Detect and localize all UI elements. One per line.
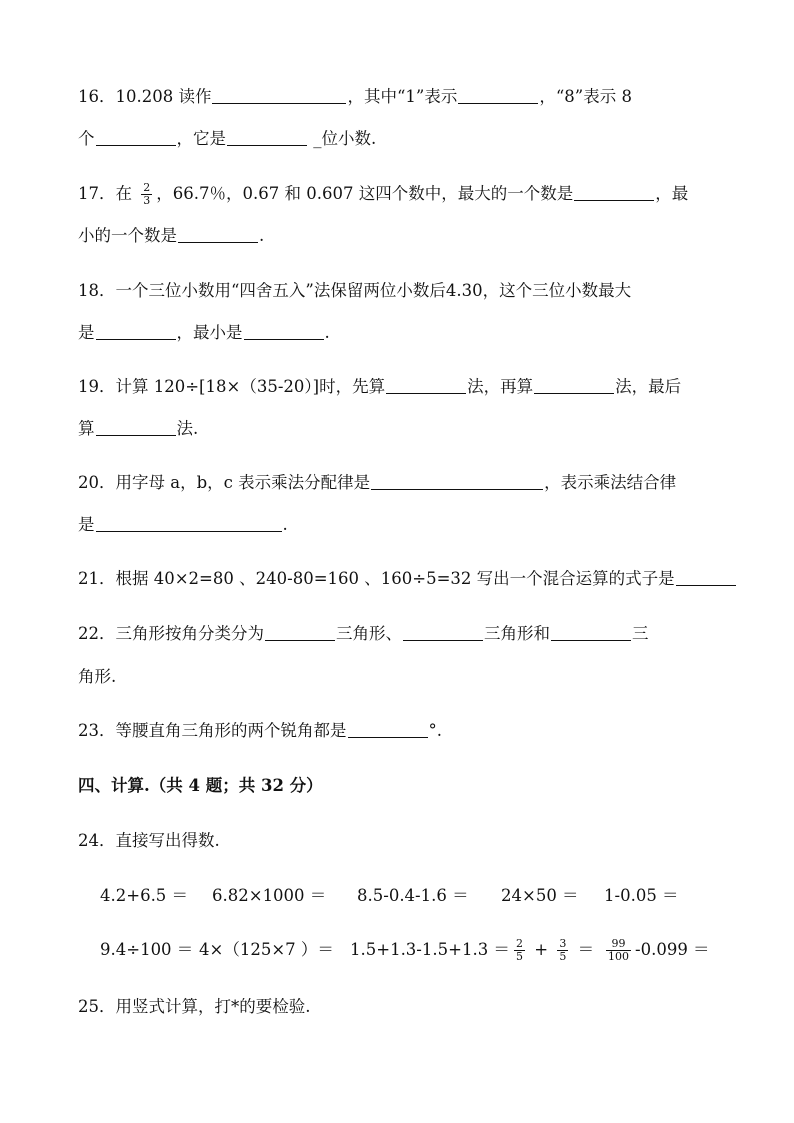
calc-2: 6.82×1000 ＝: [212, 886, 327, 905]
q18-line1: [78, 280, 631, 302]
q16-text-a: 16．10.208 读作: [78, 87, 212, 106]
calc-9-frac-a: [514, 938, 525, 963]
frac-a-den: 5: [516, 950, 523, 963]
q16-text-f: _位小数.: [308, 129, 377, 148]
q23-text-b: °.: [428, 721, 442, 740]
calc-9-frac-b: [557, 938, 568, 963]
q17-blank-min[interactable]: [178, 226, 258, 243]
q20-blank-associative[interactable]: [96, 515, 282, 532]
q16-text-d: 个: [78, 129, 95, 148]
q22-line2: [78, 666, 116, 688]
q17-text-d: 小的一个数是: [78, 226, 177, 245]
q16-blank-read[interactable]: [212, 87, 346, 104]
q19-text-e: 法.: [176, 419, 199, 438]
q20-line1: [78, 472, 676, 494]
q19-blank-first[interactable]: [386, 377, 466, 394]
q22-line1: [78, 623, 649, 645]
q17-text-b: ，66.7％，0.67 和 0.607 这四个数中，最大的一个数是: [156, 184, 574, 203]
q22-text-a: 22．三角形按角分类分为: [78, 624, 264, 643]
q17-line2: [78, 225, 264, 247]
q17-fraction: [141, 182, 152, 207]
q17-line1: [78, 182, 688, 207]
q22-blank-2[interactable]: [403, 624, 483, 641]
frac-c-num: 99: [611, 937, 626, 950]
q24-title: 24．直接写出得数.: [78, 831, 220, 850]
q20-text-c: 是: [78, 515, 95, 534]
q19-text-b: 法，再算: [467, 377, 534, 396]
q21-line: [78, 568, 737, 590]
q24-title-line: [78, 830, 220, 852]
section4-heading: [78, 775, 323, 797]
calc-10: [602, 932, 710, 968]
q19-text-d: 算: [78, 419, 95, 438]
q21-blank[interactable]: [676, 569, 736, 586]
q18-line2: [78, 322, 330, 344]
q19-line1: [78, 376, 681, 398]
q16-blank-digits[interactable]: [227, 129, 307, 146]
calc-5: 1-0.05 ＝: [604, 886, 679, 905]
q23-blank[interactable]: [348, 721, 428, 738]
q20-blank-distributive[interactable]: [371, 473, 543, 490]
q19-blank-second[interactable]: [534, 377, 614, 394]
calc-4: 24×50 ＝: [501, 886, 579, 905]
q20-text-d: .: [282, 515, 288, 534]
q18-text-a: 18．一个三位小数用“四舍五入”法保留两位小数后4.30，这个三位小数最大: [78, 281, 632, 300]
q20-line2: [78, 514, 288, 536]
q19-text-a: 19．计算 120÷[18×（35-20）]时，先算: [78, 377, 386, 396]
q16-line1: [78, 86, 632, 108]
q18-blank-max[interactable]: [96, 323, 176, 340]
q16-line2: [78, 128, 376, 150]
q17-blank-max[interactable]: [574, 184, 654, 201]
frac-a-num: 2: [516, 937, 523, 950]
q17-text-e: .: [259, 226, 265, 245]
frac-b-num: 3: [559, 937, 567, 950]
section4-title: 四、计算.（共 4 题；共 32 分）: [78, 776, 323, 795]
q19-line2: [78, 418, 198, 440]
frac-c-den: 100: [608, 950, 629, 963]
q23-text-a: 23．等腰直角三角形的两个锐角都是: [78, 721, 347, 740]
calc-1: 4.2+6.5 ＝: [100, 886, 189, 905]
q25-line: [78, 996, 311, 1018]
q22-text-b: 三角形、: [336, 624, 402, 643]
q22-blank-3[interactable]: [551, 624, 631, 641]
calc-3: 8.5-0.4-1.6 ＝: [357, 886, 469, 905]
calc-9: [510, 932, 594, 968]
q18-text-b: 是: [78, 323, 95, 342]
q21-text-a: 21．根据 40×2=80 、240-80=160 、160÷5=32 写出一个混合运算的式子是: [78, 569, 675, 588]
calc-10-frac: [606, 938, 631, 963]
q16-blank-1[interactable]: [458, 87, 538, 104]
q23-line: [78, 720, 442, 742]
q20-text-a: 20．用字母 a，b，c 表示乘法分配律是: [78, 473, 371, 492]
q20-text-b: ，表示乘法结合律: [544, 473, 677, 492]
calc-6: 9.4÷100 ＝: [100, 940, 194, 959]
q16-text-b: ，其中“1”表示: [347, 87, 458, 106]
q19-text-c: 法，最后: [615, 377, 682, 396]
equals-sign: ＝: [577, 940, 595, 959]
q19-blank-last[interactable]: [96, 419, 176, 436]
q22-text-c: 三角形和: [484, 624, 550, 643]
q22-text-e: 角形.: [78, 667, 117, 686]
q16-text-c: ，“8”表示 8: [539, 87, 632, 106]
q16-blank-8[interactable]: [96, 129, 176, 146]
q17-frac-den: 3: [143, 194, 151, 207]
q17-text-c: ，最: [655, 184, 689, 203]
calc-10-tail: -0.099 ＝: [635, 940, 710, 959]
calc-7: 4×（125×7 ）＝: [199, 940, 334, 959]
q18-blank-min[interactable]: [244, 323, 324, 340]
q18-text-d: .: [324, 323, 330, 342]
frac-b-den: 5: [559, 950, 567, 963]
q18-text-c: ，最小是: [176, 323, 243, 342]
plus-sign: +: [534, 940, 549, 959]
q17-frac-num: 2: [143, 181, 151, 194]
q22-blank-1[interactable]: [265, 624, 335, 641]
q25-title: 25．用竖式计算，打*的要检验.: [78, 997, 311, 1016]
q22-text-d: 三: [632, 624, 649, 643]
q16-text-e: ，它是: [176, 129, 226, 148]
calc-8: 1.5+1.3-1.5+1.3 ＝: [350, 940, 510, 959]
q17-text-a: 17．在: [78, 184, 132, 203]
